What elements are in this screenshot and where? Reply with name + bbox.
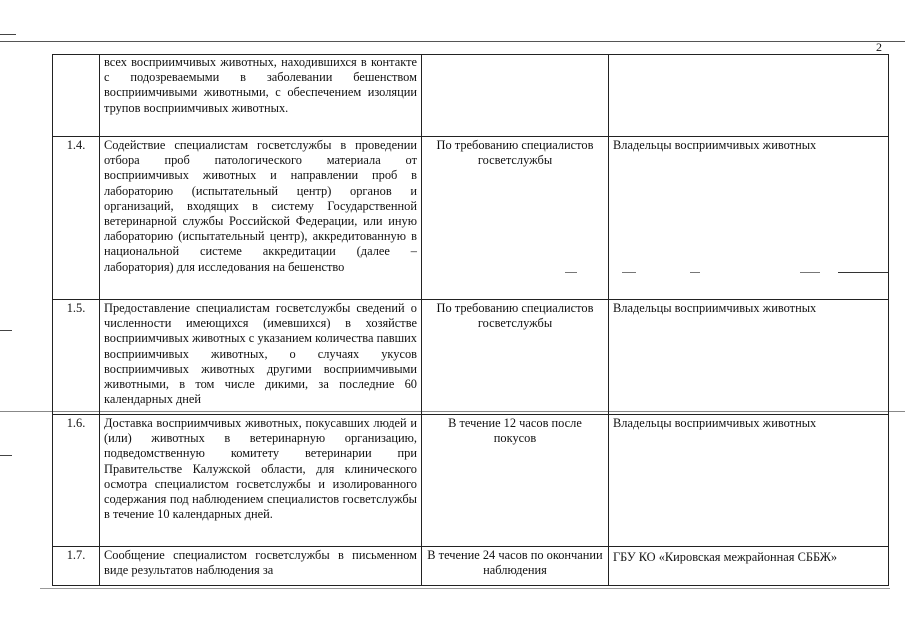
row-number: 1.5. (53, 300, 100, 415)
measure-text: Содействие специалистам госветслужбы в проведении отбора проб патологического материала от восприимчивых животных и направлении проб в лабораторию (испытательный центр) органов и организаций, входящих в систему Государственной ветеринарной службы Российской Федерации, или иную лабораторию (испытательный центр), аккредитованную в национальной системе аккредитации (далее – лаборатория) для исследования на бешенство (100, 137, 422, 300)
scan-dash (800, 272, 820, 273)
table-row (53, 55, 889, 137)
measure-text: всех восприимчивых животных, находившихся в контакте с подозреваемыми в заболевании бешенством восприимчивыми животными, с обеспечением изоляции трупов восприимчивых животных. (100, 55, 422, 137)
scan-mark-left-3 (0, 455, 12, 456)
deadline-text: В течение 24 часов по окончании наблюдения (422, 547, 609, 586)
measures-table (52, 54, 889, 586)
deadline-text: По требованию специалистов госветслужбы (422, 137, 609, 300)
scan-dash (838, 272, 888, 273)
measure-text: Сообщение специалистом госветслужбы в письменном виде результатов наблюдения за (100, 547, 422, 586)
responsible-text: Владельцы восприимчивых животных (609, 137, 889, 300)
scan-mark-left-2 (0, 330, 12, 331)
row-number (53, 55, 100, 137)
scan-mark-left-1 (0, 34, 16, 35)
measure-text: Предоставление специалистам госветслужбы сведений о численности имеющихся (имевшихся) в хозяйстве восприимчивых животных с указанием количества павших восприимчивых животных, о случаях укусов восприимчивых животных другими восприимчивыми животными, в том числе дикими, за последние 60 календарных дней (100, 300, 422, 415)
table-row (53, 137, 889, 300)
deadline-text: По требованию специалистов госветслужбы (422, 300, 609, 415)
row-number: 1.4. (53, 137, 100, 300)
scan-dash (565, 272, 577, 273)
deadline-text (422, 55, 609, 137)
scan-dash (690, 272, 700, 273)
responsible-text: ГБУ КО «Кировская межрайонная СББЖ» (609, 547, 889, 586)
table-row (53, 415, 889, 547)
responsible-text (609, 55, 889, 137)
scan-dash (622, 272, 636, 273)
row-number: 1.7. (53, 547, 100, 586)
page-number: 2 (876, 40, 882, 54)
responsible-text: Владельцы восприимчивых животных (609, 415, 889, 547)
measure-text: Доставка восприимчивых животных, покусавших людей и (или) животных в ветеринарную организацию, подведомственную комитету ветеринарии при Правительстве Калужской области, для клинического осмотра специалистом госветслужбы и изолированного содержания под наблюдением специалистов госветслужбы в течение 10 календарных дней. (100, 415, 422, 547)
table-row (53, 300, 889, 415)
table-row (53, 547, 889, 586)
scan-rule-top (0, 41, 905, 42)
deadline-text: В течение 12 часов после покусов (422, 415, 609, 547)
scan-rule-bottom (40, 588, 890, 589)
row-number: 1.6. (53, 415, 100, 547)
responsible-text: Владельцы восприимчивых животных (609, 300, 889, 415)
